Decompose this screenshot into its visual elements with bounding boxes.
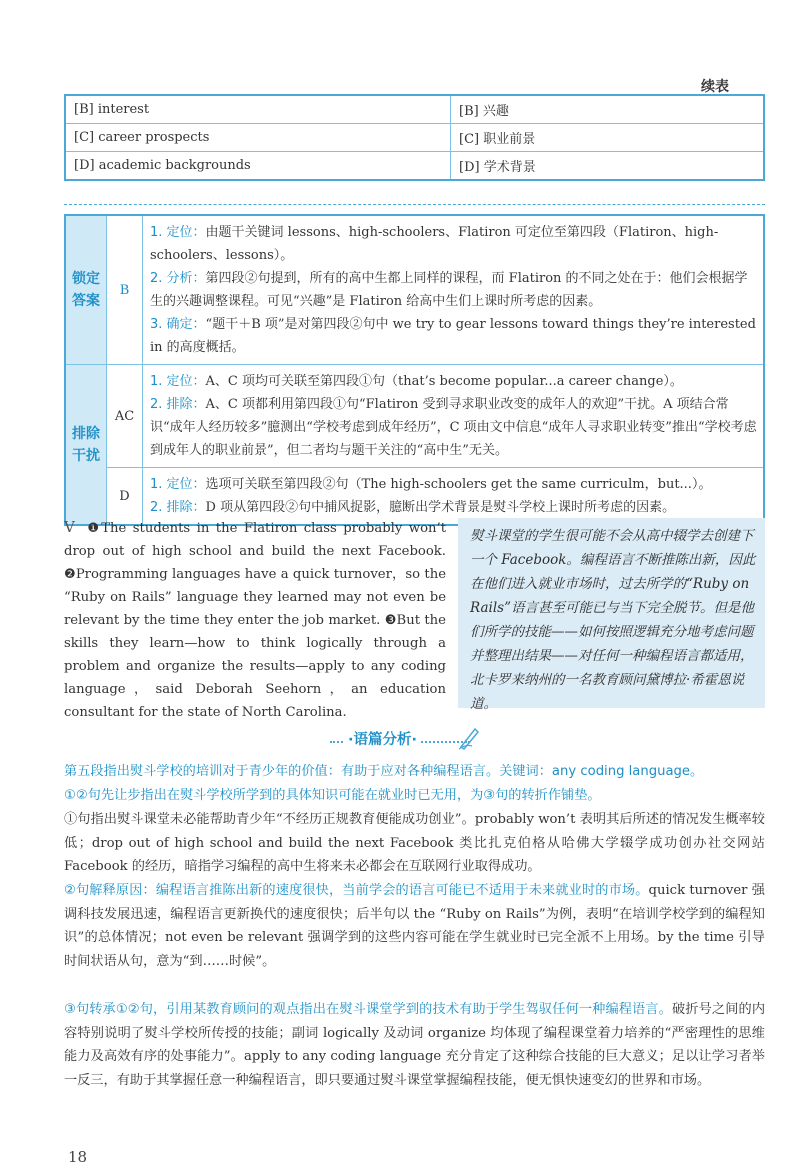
sentence: But the skills they learn—how to think logically through a problem and organize the results—apply to any coding language，said Deborah Seehorn，an education consultant for the state of North Carolina. xyxy=(64,613,446,720)
eliminate-row xyxy=(65,365,764,468)
page-number: 18 xyxy=(68,1148,88,1166)
analysis-paragraph: ③句转承①②句，引用某教育顾问的观点指出在熨斗课堂学到的技术有助于学生驾驭任何一种编程语言。破折号之间的内容特别说明了熨斗学校所传授的技能；副词 logically 及动词 organize 均体现了编程课堂着力培养的“严密理性的思维能力及高效有序的处事能力”。apply to any coding language 充分肯定了这种综合技能的巨大意义；足以让学习者举一反三，有助于其掌握任意一种编程语言，即只要通过熨斗课堂掌握编程技能，便无惧快速变幻的世界和市场。 xyxy=(64,1002,766,1088)
sentence-number: ❶ xyxy=(87,521,102,536)
option-row xyxy=(65,95,764,124)
analysis-paragraph: ②句解释原因：编程语言推陈出新的速度很快，当前学会的语言可能已不适用于未来就业时的市场。quick turnover 强调科技发展迅速，编程语言更新换代的速度很快；后半句以 the “Ruby on Rails”为例，表明“在培训学校学到的编程知识”的总体情况；not even be relevant 强调学到的这些内容可能在学生就业时已完全派不上用场。by the time 引导时间状语从句，意为“到……时候”。 xyxy=(64,883,765,969)
eliminate-answer: AC xyxy=(107,365,143,468)
lock-answer-text xyxy=(143,215,765,365)
eliminate-answer: D xyxy=(107,468,143,526)
options-table xyxy=(64,94,765,181)
option-zh: [B] 兴趣 xyxy=(451,95,765,124)
option-zh: [D] 学术背景 xyxy=(451,152,765,181)
analysis-line: 2. 排除：D 项从第四段②句中捕风捉影，臆断出学术背景是熨斗学校上课时所考虑的因素。 xyxy=(150,500,676,515)
option-zh: [C] 职业前景 xyxy=(451,124,765,152)
analysis-line: 1. 定位：选项可关联至第四段②句（The high-schoolers get the same curriculm，but...）。 xyxy=(150,477,712,492)
section-heading: ·语篇分析· xyxy=(330,726,480,752)
analysis-line: 3. 确定：“题干＋B 项”是对第四段②句中 we try to gear lessons toward things they’re interested in 的高度概括。 xyxy=(150,317,756,355)
pen-icon xyxy=(458,726,480,750)
lock-answer-header: 锁定答案 xyxy=(65,215,107,365)
lock-answer-letter: B xyxy=(107,215,143,365)
analysis-paragraph: 第五段指出熨斗学校的培训对于青少年的价值：有助于应对各种编程语言。关键词：any coding language。 xyxy=(64,764,704,779)
analysis-paragraph: ①②句先让步指出在熨斗学校所学到的具体知识可能在就业时已无用，为③句的转折作铺垫。 xyxy=(64,788,601,803)
option-row xyxy=(65,152,764,181)
analysis-line: 2. 分析：第四段②句提到，所有的高中生都上同样的课程，而 Flatiron 的不同之处在于：他们会根据学生的兴趣调整课程。可见“兴趣”是 Flatiron 给高中生们上课时所考虑的因素。 xyxy=(150,271,748,309)
analysis-line: 1. 定位：A、C 项均可关联至第四段①句（that’s become popular...a career change）。 xyxy=(150,374,683,389)
option-en: [C] career prospects xyxy=(65,124,451,152)
sentence-number: ❷ xyxy=(64,567,76,582)
continued-label: 续表 xyxy=(701,79,729,95)
eliminate-text xyxy=(143,365,765,468)
lock-answer-row xyxy=(65,215,764,365)
translation-box: 熨斗课堂的学生很可能不会从高中辍学去创建下一个 Facebook。编程语言不断推陈出新，因此在他们进入就业市场时，过去所学的“Ruby on Rails”语言甚至可能已与当下完全脱节。但是他们所学的技能——如何按照逻辑充分地考虑问题并整理出结果——对任何一种编程语言都适用，北卡罗来纳州的一名教育顾问黛博拉·希霍恩说道。 xyxy=(458,518,765,708)
analysis-paragraph: ①句指出熨斗课堂未必能帮助青少年“不经历正规教育便能成功创业”。probably won’t 表明其后所述的情况发生概率较低；drop out of high school and build the next Facebook 类比扎克伯格从哈佛大学辍学成功创办社交网站 Facebook 的经历，暗指学习编程的高中生将来未必都会在互联网行业取得成功。 xyxy=(64,812,765,874)
sentence-number: ❸ xyxy=(384,613,397,628)
option-en: [D] academic backgrounds xyxy=(65,152,451,181)
sentence: The students in the Flatiron class probably won’t drop out of high school and build the next Facebook. xyxy=(64,521,446,559)
analysis-line: 2. 排除：A、C 项都利用第四段①句“Flatiron 受到寻求职业改变的成年人的欢迎”干扰。A 项结合常识“成年人经历较多”臆测出“学校考虑到成年经历”，C 项由文中信息“成年人寻求职业转变”推出“学校考虑到成年人的职业前景”，但二者均与题干关注的“高中生”无关。 xyxy=(150,397,757,458)
eliminate-header: 排除干扰 xyxy=(65,365,107,526)
analysis-line: 1. 定位：由题干关键词 lessons、high-schoolers、Flatiron 可定位至第四段（Flatiron、high-schoolers、lessons）。 xyxy=(150,225,719,263)
paragraph-marker: V xyxy=(64,518,75,536)
option-row xyxy=(65,124,764,152)
sentence: Programming languages have a quick turnover，so the “Ruby on Rails” language they learned may not even be relevant by the time they enter the job market. xyxy=(64,567,446,628)
option-en: [B] interest xyxy=(65,95,451,124)
analysis-table xyxy=(64,214,765,526)
passage-text xyxy=(64,516,446,724)
dashed-divider xyxy=(64,204,765,205)
